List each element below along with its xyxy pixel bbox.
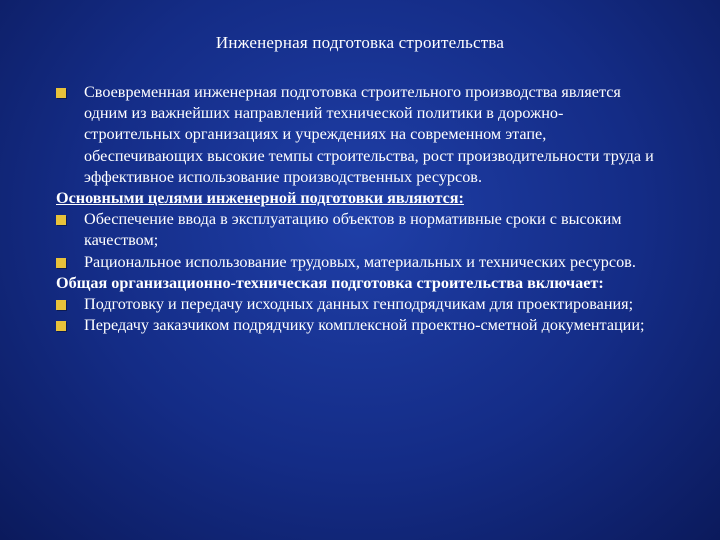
bullet-item [56,294,660,315]
square-bullet-icon [56,215,66,225]
bullet-text: Обеспечение ввода в эксплуатацию объектов в нормативные сроки с высоким качеством; [84,210,622,250]
bullet-text: Рациональное использование трудовых, материальных и технических ресурсов. [84,252,636,271]
bullet-text: Передачу заказчиком подрядчику комплексной проектно-сметной документации; [84,316,645,335]
bullet-text: Своевременная инженерная подготовка строительного производства является одним из важнейших направлений технической политики в дорожно-строительных организациях и учреждениях на современном этапе, обеспечивающих высокие темпы строительства, рост производительности труда и эффективное использование производственных ресурсов. [84,83,654,186]
bullet-item [56,82,660,188]
section-heading [56,273,660,294]
slide-title: Инженерная подготовка строительства [215,33,505,52]
bullet-text: Подготовку и передачу исходных данных генподрядчикам для проектирования; [84,295,634,314]
section-heading [56,188,660,209]
square-bullet-icon [56,88,66,98]
bullet-item [56,252,660,273]
square-bullet-icon [56,258,66,268]
slide-content [56,82,660,336]
bullet-item [56,315,660,336]
square-bullet-icon [56,300,66,310]
heading-text: Общая организационно-техническая подготовка строительства включает: [56,273,604,292]
square-bullet-icon [56,321,66,331]
bullet-item [56,209,660,251]
heading-text: Основными целями инженерной подготовки являются: [56,189,464,208]
